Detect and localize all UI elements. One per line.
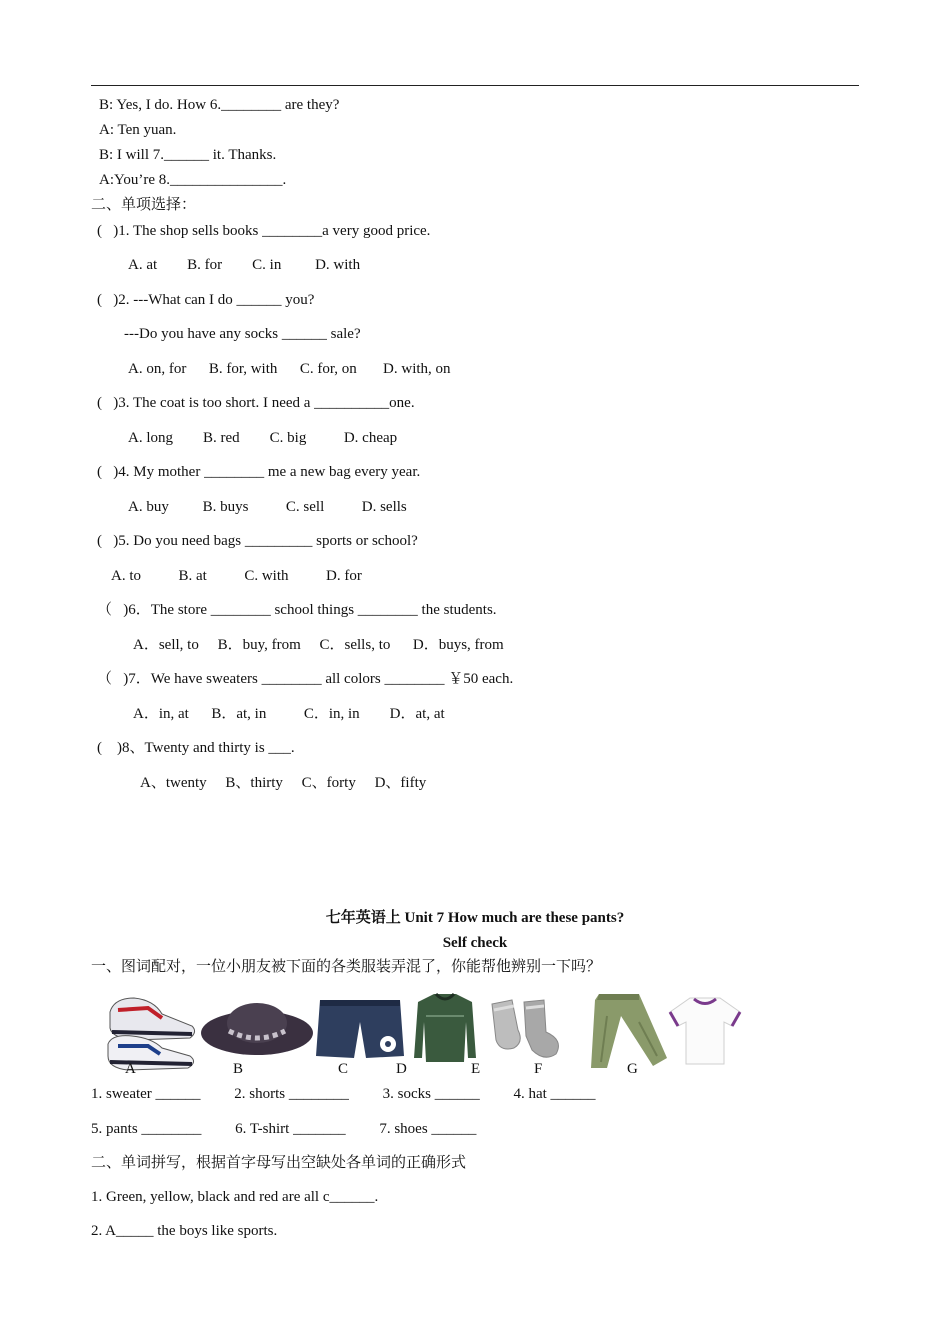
question-stem: ( )4. My mother ________ me a new bag every year. bbox=[97, 464, 421, 480]
hat-picture bbox=[199, 997, 315, 1059]
question-stem: （ )6．The store ________ school things ________ the students. bbox=[97, 602, 497, 618]
question-options: A. to B. at C. with D. for bbox=[111, 568, 362, 584]
question-options: A. on, for B. for, with C. for, on D. with, on bbox=[128, 361, 451, 377]
unit-title: 七年英语上 Unit 7 How much are these pants? bbox=[325, 910, 625, 926]
question-stem: ( )5. Do you need bags _________ sports or school? bbox=[97, 533, 418, 549]
dialogue-line: A: Ten yuan. bbox=[99, 122, 177, 138]
sweater-picture bbox=[412, 992, 478, 1064]
pants-picture bbox=[577, 992, 671, 1070]
question-options: A、twenty B、thirty C、forty D、fifty bbox=[140, 775, 427, 791]
picture-label: E bbox=[471, 1061, 481, 1077]
spelling-item: 1. Green, yellow, black and red are all c______. bbox=[91, 1189, 379, 1205]
picture-label: C bbox=[338, 1061, 349, 1077]
part2-title: 二、单词拼写，根据首字母写出空缺处各单词的正确形式 bbox=[91, 1155, 467, 1171]
question-stem-2: ---Do you have any socks ______ sale? bbox=[124, 326, 361, 342]
tshirt-picture bbox=[668, 996, 742, 1066]
match-row: 1. sweater ______ 2. shorts ________ 3. socks ______ 4. hat ______ bbox=[91, 1086, 596, 1102]
part1-title: 一、图词配对，一位小朋友被下面的各类服装弄混了，你能帮他辨别一下吗？ bbox=[91, 959, 602, 975]
question-options: A. at B. for C. in D. with bbox=[128, 257, 361, 273]
picture-label: B bbox=[233, 1061, 244, 1077]
question-stem: ( )1. The shop sells books ________a very good price. bbox=[97, 223, 431, 239]
question-options: A．in, at B．at, in C．in, in D．at, at bbox=[133, 706, 445, 722]
question-options: A．sell, to B．buy, from C．sells, to D．buys, from bbox=[133, 637, 504, 653]
question-options: A. buy B. buys C. sell D. sells bbox=[128, 499, 407, 515]
dialogue-line: B: I will 7.______ it. Thanks. bbox=[99, 147, 277, 163]
question-stem: ( )8、Twenty and thirty is ___. bbox=[97, 740, 295, 756]
self-check-title: Self check bbox=[442, 935, 508, 951]
header-rule bbox=[91, 85, 859, 86]
question-stem: ( )3. The coat is too short. I need a __________one. bbox=[97, 395, 415, 411]
picture-label: G bbox=[627, 1061, 638, 1077]
question-stem: （ )7．We have sweaters ________ all colors ________ ￥50 each. bbox=[97, 671, 514, 687]
dialogue-line: B: Yes, I do. How 6.________ are they? bbox=[99, 97, 340, 113]
match-row: 5. pants ________ 6. T-shirt _______ 7. shoes ______ bbox=[91, 1121, 477, 1137]
shorts-picture bbox=[314, 996, 406, 1062]
question-options: A. long B. red C. big D. cheap bbox=[128, 430, 398, 446]
spelling-item: 2. A_____ the boys like sports. bbox=[91, 1223, 278, 1239]
dialogue-line: A:You’re 8._______________. bbox=[99, 172, 287, 188]
picture-label: A bbox=[125, 1061, 136, 1077]
picture-label: F bbox=[534, 1061, 543, 1077]
socks-picture bbox=[484, 996, 574, 1066]
section-title: 二、单项选择： bbox=[91, 197, 197, 213]
picture-label: D bbox=[396, 1061, 407, 1077]
question-stem: ( )2. ---What can I do ______ you? bbox=[97, 292, 315, 308]
shoes-picture bbox=[104, 992, 198, 1072]
